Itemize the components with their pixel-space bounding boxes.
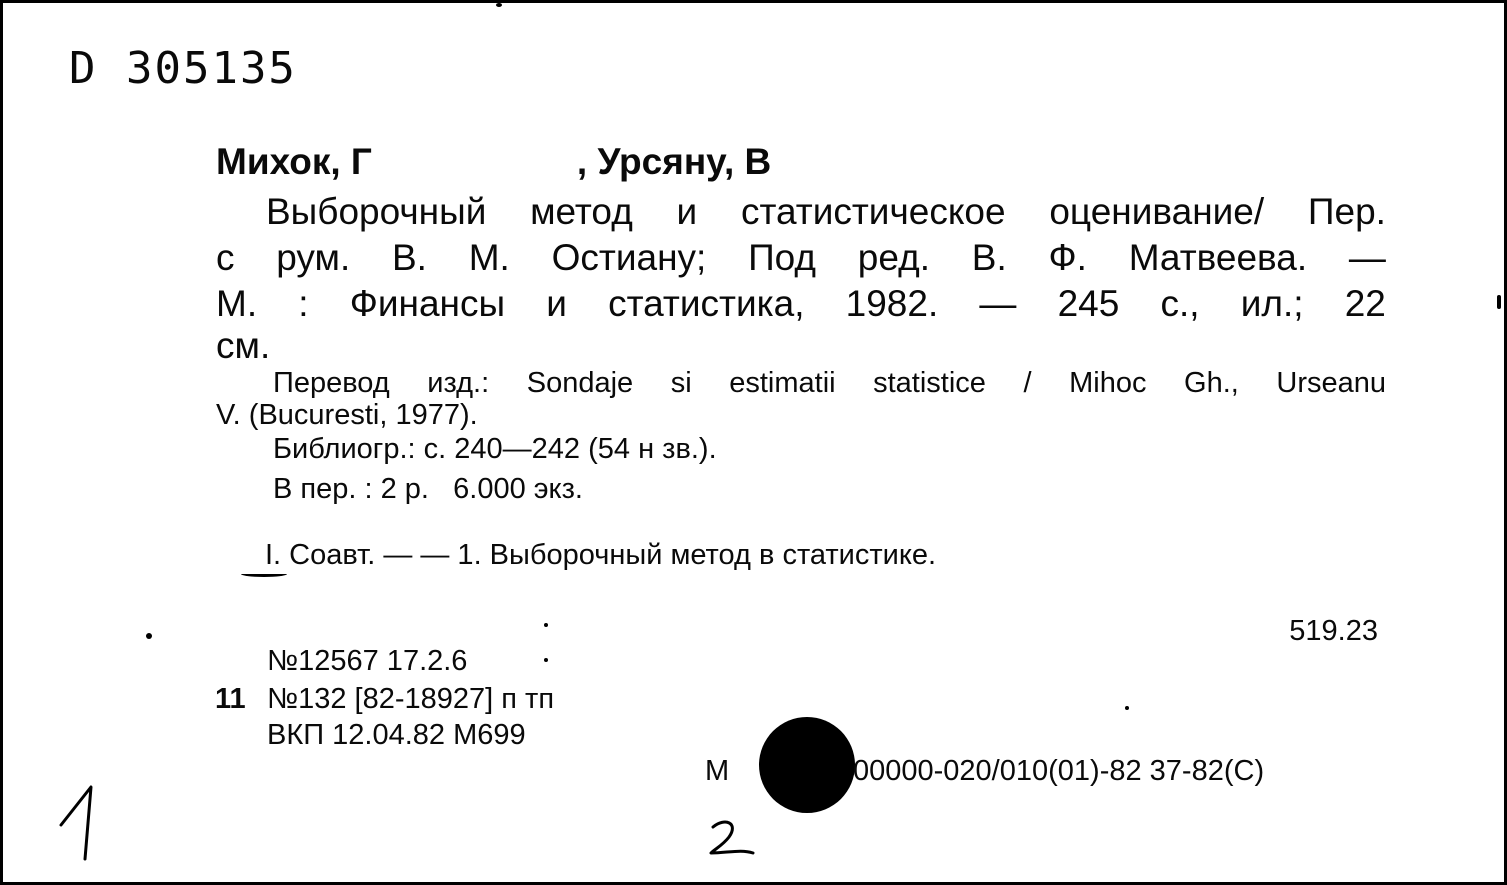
word: / <box>1023 367 1032 399</box>
registration-line-1: №12567 17.2.6 <box>267 645 468 677</box>
registration-line-3: ВКП 12.04.82 М699 <box>267 719 526 751</box>
translation-line-2: V. (Bucuresti, 1977). <box>216 399 478 431</box>
ink-blot <box>759 717 855 813</box>
authors-heading <box>216 141 771 183</box>
word: — <box>1348 237 1386 278</box>
word: Остиану; <box>551 237 707 278</box>
word: 1982. <box>845 283 939 324</box>
word: Sondaje <box>526 367 634 399</box>
word: statistice <box>873 367 986 399</box>
bibliography-note: Библиогр.: с. 240—242 (54 н зв.). <box>273 433 717 465</box>
handwritten-underline-mark <box>241 571 287 577</box>
dust-speck <box>146 633 152 639</box>
word: и <box>676 191 698 232</box>
word: Под <box>748 237 817 278</box>
word: Пер. <box>1307 191 1386 232</box>
word: Ф. <box>1048 237 1087 278</box>
word: Матвеева. <box>1128 237 1308 278</box>
accession-number: D 305135 <box>69 43 297 94</box>
word: статистическое <box>740 191 1006 232</box>
handwritten-mark-1 <box>55 773 105 869</box>
dust-speck <box>544 658 548 662</box>
word: Mihoc <box>1069 367 1147 399</box>
word: ред. <box>857 237 930 278</box>
word: Gh., <box>1184 367 1239 399</box>
word: с., <box>1160 283 1200 324</box>
word: оценивание/ <box>1049 191 1265 232</box>
registration-line-2: №132 [82-18927] п тп <box>267 683 555 715</box>
word: : <box>298 283 309 324</box>
code-prefix: М <box>705 755 730 787</box>
word: 245 <box>1057 283 1120 324</box>
word: Urseanu <box>1276 367 1386 399</box>
word: статистика, <box>608 283 805 324</box>
word: и <box>546 283 567 324</box>
word: рум. <box>276 237 351 278</box>
word: с <box>216 237 235 278</box>
word: Финансы <box>349 283 506 324</box>
word: М. <box>216 283 258 324</box>
title-line-1 <box>266 191 1386 233</box>
word: ил.; <box>1240 283 1304 324</box>
word: изд.: <box>427 367 490 399</box>
title-line-4: см. <box>216 325 271 366</box>
word: — <box>979 283 1017 324</box>
second-author: , Урсяну, В <box>576 141 772 182</box>
word: Выборочный <box>266 191 487 232</box>
word: Перевод <box>273 367 390 399</box>
dust-speck <box>544 623 548 627</box>
dust-speck <box>496 3 502 7</box>
first-author: Михок, Г <box>216 141 372 182</box>
word: si <box>670 367 692 399</box>
title-line-3 <box>216 283 1386 325</box>
price-note: В пер. : 2 р. 6.000 экз. <box>273 473 583 505</box>
word: М. <box>468 237 510 278</box>
handwritten-mark-2 <box>703 815 759 863</box>
dust-speck <box>1497 295 1501 309</box>
translation-line-1 <box>273 367 1386 400</box>
subject-line: I. Соавт. — — 1. Выборочный метод в статистике. <box>265 539 937 571</box>
dust-speck <box>1125 706 1129 710</box>
word: В. <box>392 237 427 278</box>
word: метод <box>530 191 633 232</box>
title-line-2 <box>216 237 1386 279</box>
udc-number: 519.23 <box>1289 615 1378 647</box>
word: В. <box>971 237 1007 278</box>
classification-code: 00000-020/010(01)-82 37-82(С) <box>853 755 1265 787</box>
word: estimatii <box>729 367 836 399</box>
registration-prefix: 11 <box>215 683 246 715</box>
word: 22 <box>1344 283 1386 324</box>
